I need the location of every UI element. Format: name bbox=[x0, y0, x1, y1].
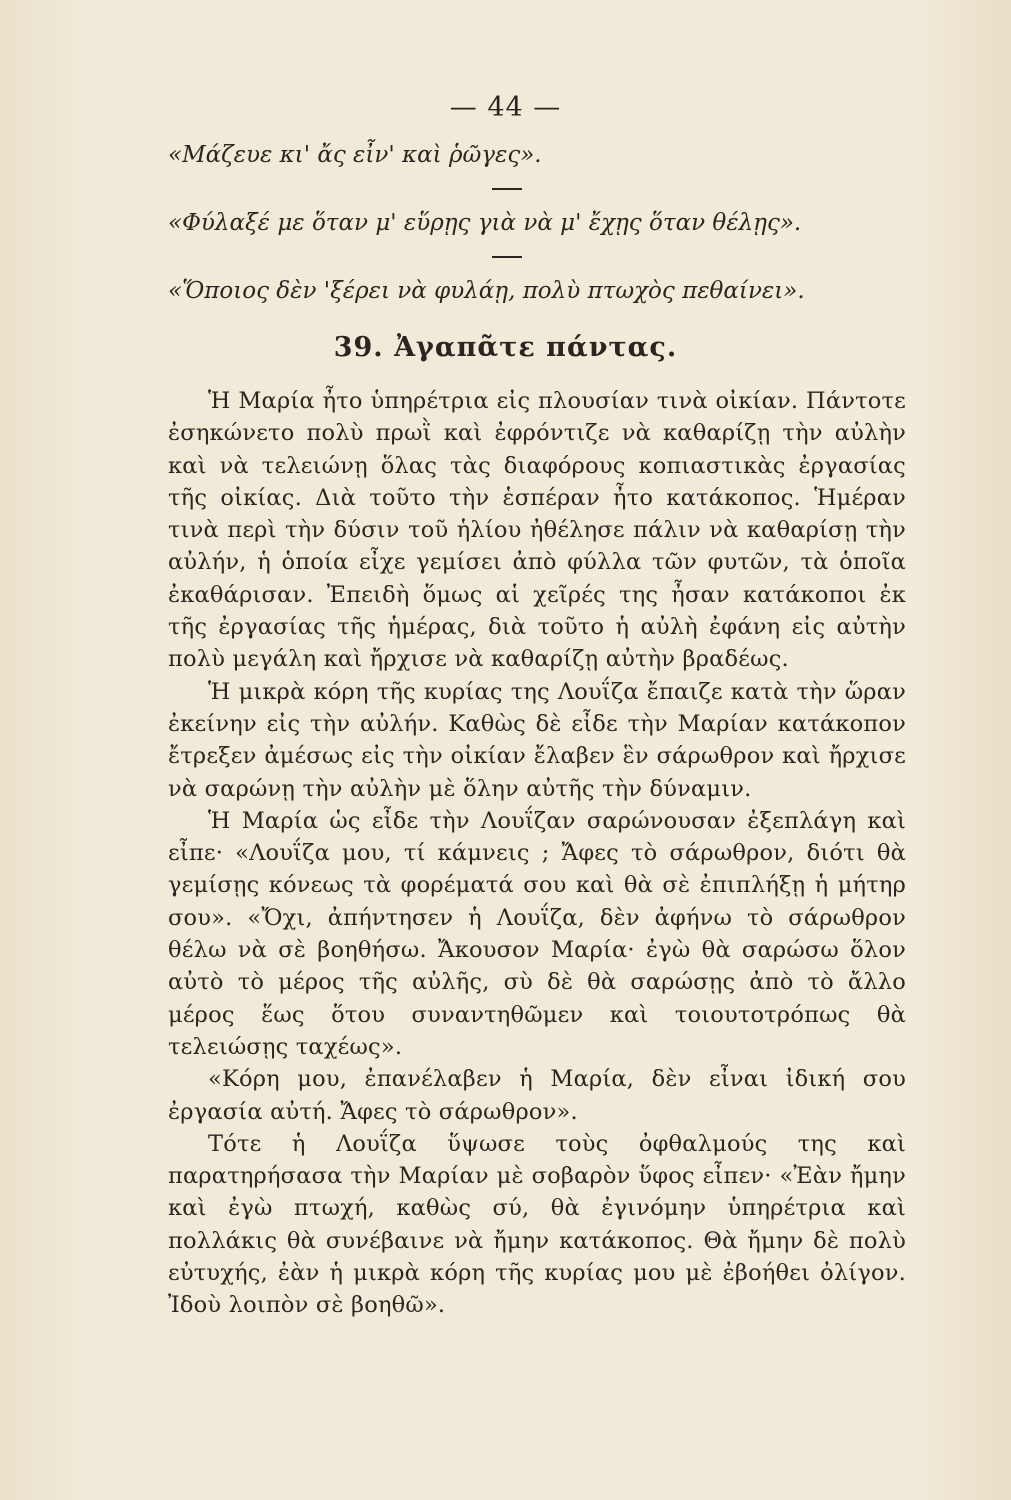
paragraph: Ἡ Μαρία ἦτο ὑπηρέτρια εἰς πλουσίαν τινὰ οἰκίαν. Πάντοτε ἐσηκώνετο πολὺ πρωῒ καὶ ἐφρόντιζε νὰ καθαρίζῃ τὴν αὐλὴν καὶ νὰ τελειώνῃ ὅλας τὰς διαφόρους κοπιαστικὰς ἐργασίας τῆς οἰκίας. Διὰ τοῦτο τὴν ἑσπέραν ἦτο κατάκοπος. Ἡμέραν τινὰ περὶ τὴν δύσιν τοῦ ἡλίου ἠθέλησε πάλιν νὰ καθαρίσῃ τὴν αὐλήν, ἡ ὁποία εἶχε γεμίσει ἀπὸ φύλλα τῶν φυτῶν, τὰ ὁποῖα ἐκαθάρισαν. Ἐπειδὴ ὅμως αἱ χεῖρές της ἦσαν κατάκοποι ἐκ τῆς ἐργασίας τῆς ἡμέρας, διὰ τοῦτο ἡ αὐλὴ ἐφάνη εἰς αὐτὴν πολὺ μεγάλη καὶ ἤρχισε νὰ καθαρίζῃ αὐτὴν βραδέως. bbox=[168, 388, 906, 673]
separator-rule bbox=[492, 256, 522, 258]
section-heading: 39. Ἀγαπᾶτε πάντας. bbox=[333, 332, 678, 363]
paragraph: «Κόρη μου, ἐπανέλαβεν ἡ Μαρία, δὲν εἶναι ἰδική σου ἐργασία αὐτή. Ἄφες τὸ σάρωθρον». bbox=[168, 1066, 906, 1125]
proverbs-block bbox=[168, 140, 888, 306]
story-text bbox=[168, 385, 906, 1322]
proverb-2: «Φύλαξέ με ὅταν μ' εὕρῃς γιὰ νὰ μ' ἔχῃς ὅταν θέλῃς». bbox=[168, 210, 802, 236]
paragraph: Ἡ μικρὰ κόρη τῆς κυρίας της Λουΐζα ἔπαιζε κατὰ τὴν ὥραν ἐκείνην εἰς τὴν αὐλήν. Καθὼς δὲ εἶδε τὴν Μαρίαν κατάκοπον ἔτρεξεν ἀμέσως εἰς τὴν οἰκίαν ἔλαβεν ἓν σάρωθρον καὶ ἤρχισε νὰ σαρώνῃ τὴν αὐλὴν μὲ ὅλην αὐτῆς τὴν δύναμιν. bbox=[168, 678, 906, 802]
page-number: — 44 — bbox=[449, 92, 562, 123]
proverb-3: «Ὅποιος δὲν 'ξέρει νὰ φυλάῃ, πολὺ πτωχὸς πεθαίνει». bbox=[168, 278, 805, 304]
proverb-1: «Μάζευε κι' ἄς εἶν' καὶ ῥῶγες». bbox=[168, 142, 542, 168]
separator-rule bbox=[492, 188, 522, 190]
paragraph: Ἡ Μαρία ὡς εἶδε τὴν Λουΐζαν σαρώνουσαν ἐξεπλάγη καὶ εἶπε· «Λουΐζα μου, τί κάμνεις ; Ἄφες τὸ σάρωθρον, διότι θὰ γεμίσῃς κόνεως τὰ φορέματά σου καὶ θὰ σὲ ἐπιπλήξῃ ἡ μήτηρ σου». «Ὄχι, ἀπήντησεν ἡ Λουΐζα, δὲν ἀφήνω τὸ σάρωθρον θέλω νὰ σὲ βοηθήσω. Ἄκουσον Μαρία· ἐγὼ θὰ σαρώσω ὅλον αὐτὸ τὸ μέρος τῆς αὐλῆς, σὺ δὲ θὰ σαρώσῃς ἀπὸ τὸ ἄλλο μέρος ἕως ὅτου συναντηθῶμεν καὶ τοιουτοτρόπως θὰ τελειώσῃς ταχέως». bbox=[168, 807, 906, 1060]
paragraph: Τότε ἡ Λουΐζα ὕψωσε τοὺς ὀφθαλμούς της καὶ παρατηρήσασα τὴν Μαρίαν μὲ σοβαρὸν ὕφος εἶπεν· «Ἐὰν ἤμην καὶ ἐγὼ πτωχή, καθὼς σύ, θὰ ἐγινόμην ὑπηρέτρια καὶ πολλάκις θὰ συνέβαινε νὰ ἤμην κατάκοπος. Θὰ ἤμην δὲ πολὺ εὐτυχής, ἐὰν ἡ μικρὰ κόρη τῆς κυρίας μου μὲ ἐβοήθει ὀλίγον. Ἰδοὺ λοιπὸν σὲ βοηθῶ». bbox=[168, 1130, 906, 1319]
